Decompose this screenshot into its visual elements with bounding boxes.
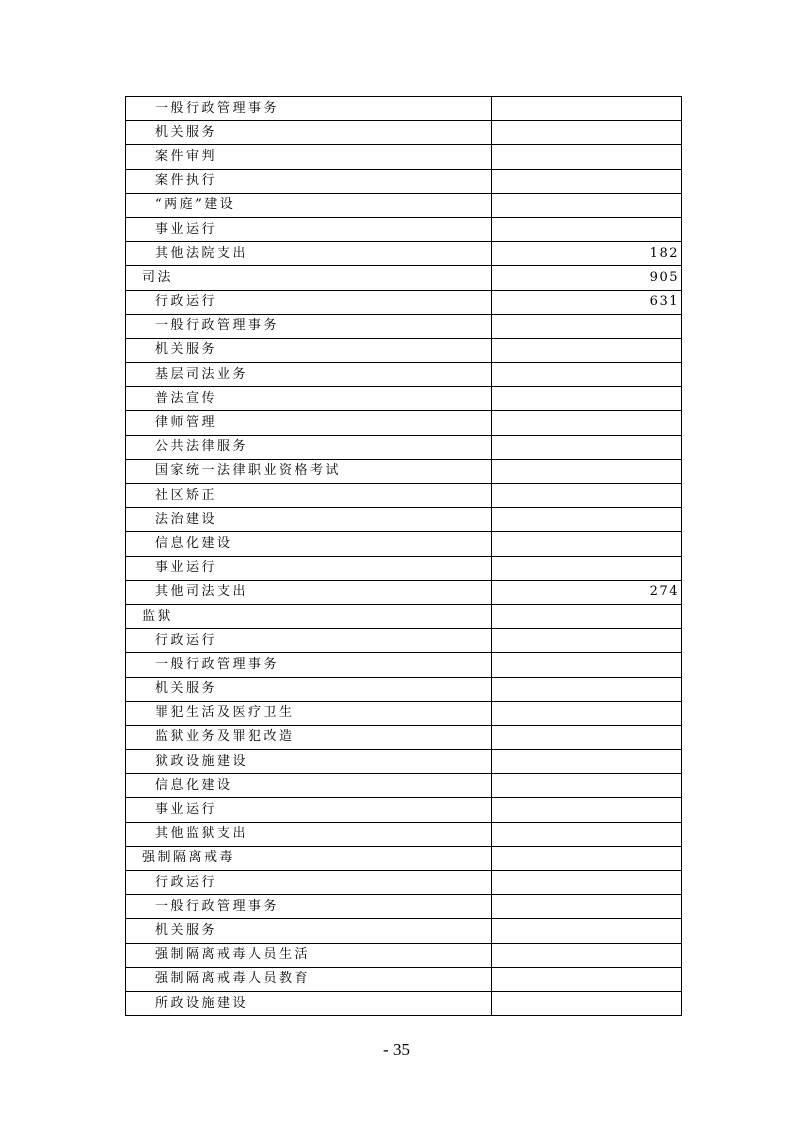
table-row [126, 846, 682, 870]
item-name-cell: 司法 [126, 266, 492, 290]
table-row [126, 508, 682, 532]
item-name-cell: 监狱 [126, 604, 492, 628]
amount-cell [492, 967, 682, 991]
item-name-cell: 信息化建设 [126, 774, 492, 798]
item-name-cell: 监狱业务及罪犯改造 [126, 725, 492, 749]
table-row [126, 97, 682, 121]
table-row [126, 387, 682, 411]
item-name-cell: 公共法律服务 [126, 435, 492, 459]
amount-cell [492, 701, 682, 725]
item-name-cell: 一般行政管理事务 [126, 314, 492, 338]
amount-cell [492, 798, 682, 822]
item-name-cell: 狱政设施建设 [126, 750, 492, 774]
item-name-cell: 行政运行 [126, 290, 492, 314]
amount-cell [492, 822, 682, 846]
amount-cell: 905 [492, 266, 682, 290]
table-body [126, 97, 682, 1016]
amount-cell [492, 677, 682, 701]
amount-cell [492, 653, 682, 677]
table-row [126, 798, 682, 822]
amount-cell [492, 411, 682, 435]
amount-cell [492, 943, 682, 967]
amount-cell [492, 629, 682, 653]
table-row [126, 484, 682, 508]
table-row [126, 314, 682, 338]
table-row [126, 435, 682, 459]
table-row [126, 750, 682, 774]
table-row [126, 943, 682, 967]
item-name-cell: 国家统一法律职业资格考试 [126, 459, 492, 483]
table-row [126, 121, 682, 145]
table-row [126, 411, 682, 435]
item-name-cell: 一般行政管理事务 [126, 653, 492, 677]
item-name-cell: 机关服务 [126, 919, 492, 943]
item-name-cell: 其他监狱支出 [126, 822, 492, 846]
item-name-cell: 机关服务 [126, 677, 492, 701]
amount-cell [492, 193, 682, 217]
amount-cell [492, 217, 682, 241]
item-name-cell: 社区矫正 [126, 484, 492, 508]
table-row [126, 145, 682, 169]
page-number: - 35 [383, 1040, 410, 1059]
item-name-cell: 普法宣传 [126, 387, 492, 411]
amount-cell [492, 459, 682, 483]
item-name-cell: 其他法院支出 [126, 242, 492, 266]
table-row [126, 629, 682, 653]
table-row [126, 604, 682, 628]
table-row [126, 266, 682, 290]
table-row [126, 871, 682, 895]
amount-cell [492, 508, 682, 532]
table-row [126, 967, 682, 991]
item-name-cell: 一般行政管理事务 [126, 895, 492, 919]
amount-cell [492, 750, 682, 774]
item-name-cell: “两庭”建设 [126, 193, 492, 217]
amount-cell [492, 169, 682, 193]
table-row [126, 774, 682, 798]
amount-cell: 182 [492, 242, 682, 266]
amount-cell: 274 [492, 580, 682, 604]
table-row [126, 169, 682, 193]
item-name-cell: 律师管理 [126, 411, 492, 435]
table-row [126, 822, 682, 846]
amount-cell [492, 556, 682, 580]
amount-cell [492, 604, 682, 628]
table-row [126, 919, 682, 943]
table-row [126, 363, 682, 387]
item-name-cell: 信息化建设 [126, 532, 492, 556]
table-row [126, 653, 682, 677]
item-name-cell: 行政运行 [126, 629, 492, 653]
table-row [126, 895, 682, 919]
amount-cell [492, 532, 682, 556]
amount-cell [492, 435, 682, 459]
amount-cell [492, 121, 682, 145]
amount-cell [492, 991, 682, 1015]
table-row [126, 290, 682, 314]
table-row [126, 725, 682, 749]
item-name-cell: 机关服务 [126, 121, 492, 145]
table-row [126, 532, 682, 556]
amount-cell [492, 363, 682, 387]
amount-cell [492, 725, 682, 749]
item-name-cell: 案件审判 [126, 145, 492, 169]
amount-cell [492, 314, 682, 338]
amount-cell [492, 919, 682, 943]
amount-cell [492, 97, 682, 121]
item-name-cell: 事业运行 [126, 798, 492, 822]
amount-cell [492, 774, 682, 798]
amount-cell [492, 338, 682, 362]
table-row [126, 556, 682, 580]
amount-cell [492, 484, 682, 508]
item-name-cell: 行政运行 [126, 871, 492, 895]
item-name-cell: 一般行政管理事务 [126, 97, 492, 121]
item-name-cell: 法治建设 [126, 508, 492, 532]
table-row [126, 217, 682, 241]
item-name-cell: 案件执行 [126, 169, 492, 193]
amount-cell [492, 145, 682, 169]
item-name-cell: 罪犯生活及医疗卫生 [126, 701, 492, 725]
item-name-cell: 强制隔离戒毒 [126, 846, 492, 870]
amount-cell [492, 387, 682, 411]
table-row [126, 580, 682, 604]
amount-cell: 631 [492, 290, 682, 314]
table-row [126, 459, 682, 483]
amount-cell [492, 895, 682, 919]
item-name-cell: 事业运行 [126, 217, 492, 241]
table-row [126, 701, 682, 725]
item-name-cell: 事业运行 [126, 556, 492, 580]
table-row [126, 242, 682, 266]
item-name-cell: 其他司法支出 [126, 580, 492, 604]
table-row [126, 677, 682, 701]
table-row [126, 193, 682, 217]
amount-cell [492, 871, 682, 895]
item-name-cell: 所政设施建设 [126, 991, 492, 1015]
expenditure-table [125, 96, 682, 1016]
item-name-cell: 基层司法业务 [126, 363, 492, 387]
item-name-cell: 机关服务 [126, 338, 492, 362]
item-name-cell: 强制隔离戒毒人员生活 [126, 943, 492, 967]
table-row [126, 338, 682, 362]
amount-cell [492, 846, 682, 870]
table-row [126, 991, 682, 1015]
item-name-cell: 强制隔离戒毒人员教育 [126, 967, 492, 991]
